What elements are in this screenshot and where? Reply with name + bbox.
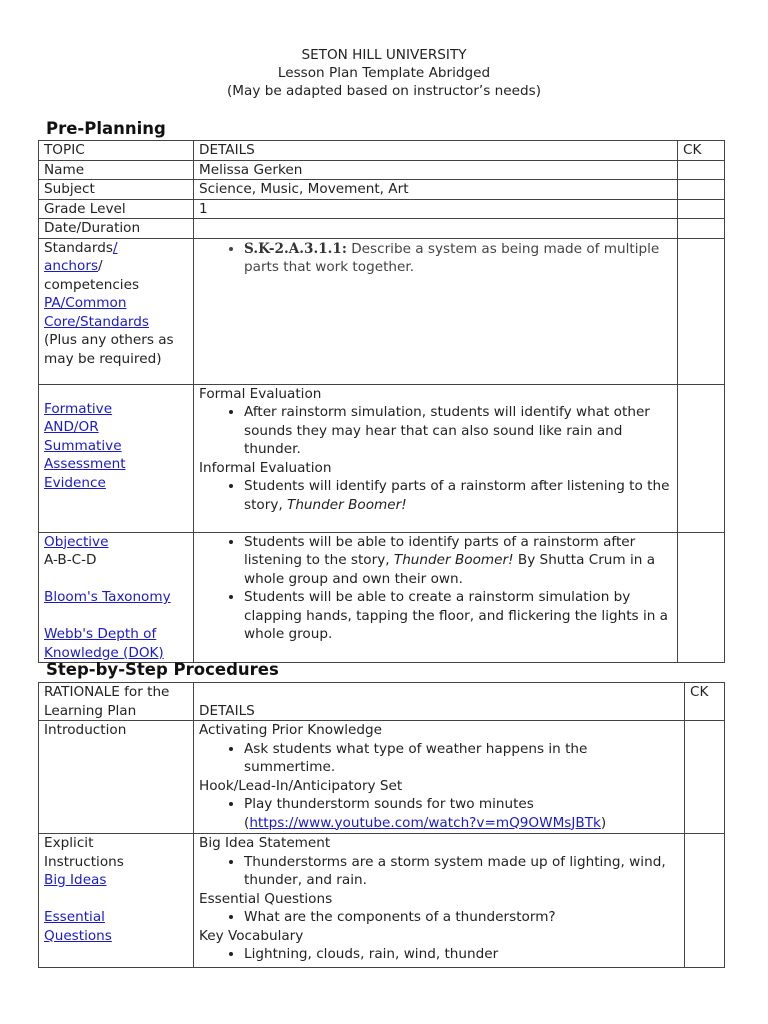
standards-row	[39, 238, 725, 384]
objective-link[interactable]: Objective	[44, 533, 109, 550]
name-value: Melissa Gerken	[194, 160, 678, 180]
col-rationale: RATIONALE for the Learning Plan	[39, 683, 194, 721]
subject-value: Science, Music, Movement, Art	[194, 180, 678, 200]
introduction-row	[39, 721, 725, 834]
essential-questions-link-2[interactable]: Questions	[44, 927, 112, 944]
prior-knowledge-item: • Ask students what type of weather happens in the summertime.	[244, 740, 679, 777]
essential-questions-link-1[interactable]: Essential	[44, 909, 105, 925]
table-row	[39, 160, 725, 180]
assessment-link[interactable]: Assessment	[44, 456, 126, 472]
evidence-link[interactable]: Evidence	[44, 474, 106, 491]
ck-cell[interactable]	[678, 199, 725, 219]
col-topic: TOPIC	[39, 141, 194, 161]
university-name: SETON HILL UNIVERSITY	[301, 47, 467, 63]
ck-cell[interactable]	[678, 238, 725, 384]
col-details: DETAILS	[194, 141, 678, 161]
ck-cell[interactable]	[685, 834, 725, 968]
col-details: DETAILS	[194, 683, 685, 721]
prior-knowledge-heading: Activating Prior Knowledge	[199, 722, 382, 738]
introduction-details	[194, 721, 685, 834]
essential-questions-heading: Essential Questions	[199, 890, 333, 907]
informal-evaluation-item: • Students will identify parts of a rainstorm after listening to the story, Thunder Boomer!	[244, 477, 672, 514]
big-idea-heading: Big Idea Statement	[199, 835, 331, 851]
core-standards-link[interactable]: Core/Standards	[44, 313, 149, 330]
grade-label: Grade Level	[39, 199, 194, 219]
table-header-row	[39, 141, 725, 161]
key-vocabulary-item: • Lightning, clouds, rain, wind, thunder	[244, 945, 679, 964]
date-label: Date/Duration	[39, 219, 194, 239]
template-note: (May be adapted based on instructor’s needs)	[226, 83, 541, 99]
standards-details	[194, 238, 678, 384]
youtube-link[interactable]: https://www.youtube.com/watch?v=mQ9OWMsJBTk	[249, 814, 601, 831]
pre-planning-title: Pre-Planning	[46, 119, 166, 138]
objective-item-2: • Students will be able to create a rainstorm simulation by clapping hands, tapping the floor, and flickering the lights in a whole group.	[244, 588, 672, 644]
explicit-instructions-row	[39, 834, 725, 968]
big-idea-item: • Thunderstorms are a storm system made up of lighting, wind, thunder, and rain.	[244, 853, 679, 890]
objective-item-1: • Students will be able to identify parts of a rainstorm after listening to the story, Thunder Boomer! By Shutta Crum in a whole group and own their own.	[244, 533, 672, 589]
assessment-label	[39, 384, 194, 532]
objective-label	[39, 532, 194, 663]
standard-item: • S.K-2.A.3.1.1: Describe a system as being made of multiple parts that work together.	[244, 240, 672, 277]
ck-cell[interactable]	[678, 160, 725, 180]
anchors-link[interactable]: anchors	[44, 258, 99, 274]
standards-label: Standards/ anchors/ competencies PA/Common Core/Standards (Plus any others as may be required)	[39, 238, 194, 384]
date-value	[194, 219, 678, 239]
objective-details	[194, 532, 678, 663]
introduction-label: Introduction	[39, 721, 194, 834]
table-row	[39, 180, 725, 200]
col-ck: CK	[685, 683, 725, 721]
assessment-row	[39, 384, 725, 532]
assessment-details	[194, 384, 678, 532]
pre-planning-table	[38, 140, 725, 663]
col-ck: CK	[678, 141, 725, 161]
essential-question-item: • What are the components of a thunderstorm?	[244, 908, 679, 927]
ck-cell[interactable]	[685, 721, 725, 834]
hook-item: • Play thunderstorm sounds for two minutes (https://www.youtube.com/watch?v=mQ9OWMsJBTk)	[244, 795, 679, 832]
webbs-dok-link-1[interactable]: Webb's Depth of	[44, 626, 157, 642]
grade-value: 1	[194, 199, 678, 219]
formal-evaluation-heading: Formal Evaluation	[199, 385, 322, 402]
formative-link[interactable]: Formative	[44, 400, 113, 417]
ck-cell[interactable]	[678, 384, 725, 532]
ck-cell[interactable]	[678, 532, 725, 663]
document-header	[0, 46, 768, 100]
procedures-title: Step-by-Step Procedures	[46, 660, 279, 679]
template-title: Lesson Plan Template Abridged	[277, 65, 491, 81]
ck-cell[interactable]	[678, 180, 725, 200]
and-or-link[interactable]: AND/OR	[44, 419, 99, 435]
big-ideas-link[interactable]: Big Ideas	[44, 872, 107, 888]
pa-common-link[interactable]: PA/Common	[44, 295, 127, 311]
name-label: Name	[39, 160, 194, 180]
ck-cell[interactable]	[678, 219, 725, 239]
standards-link[interactable]: /	[112, 239, 118, 256]
objective-row	[39, 532, 725, 663]
informal-evaluation-heading: Informal Evaluation	[199, 459, 332, 476]
blooms-taxonomy-link[interactable]: Bloom's Taxonomy	[44, 589, 171, 605]
subject-label: Subject	[39, 180, 194, 200]
key-vocabulary-heading: Key Vocabulary	[199, 927, 304, 944]
procedures-table	[38, 682, 725, 968]
hook-heading: Hook/Lead-In/Anticipatory Set	[199, 777, 403, 794]
formal-evaluation-item: • After rainstorm simulation, students will identify what other sounds they may hear that can also sound like rain and thunder.	[244, 403, 672, 459]
table-row	[39, 219, 725, 239]
abcd-label: A-B-C-D	[44, 552, 97, 568]
table-header-row	[39, 683, 725, 721]
explicit-instructions-details	[194, 834, 685, 968]
table-row	[39, 199, 725, 219]
summative-link[interactable]: Summative	[44, 437, 122, 454]
explicit-instructions-label: Explicit Instructions Big Ideas Essential Questions	[39, 834, 194, 968]
webbs-dok-link-2[interactable]: Knowledge (DOK)	[44, 644, 164, 661]
